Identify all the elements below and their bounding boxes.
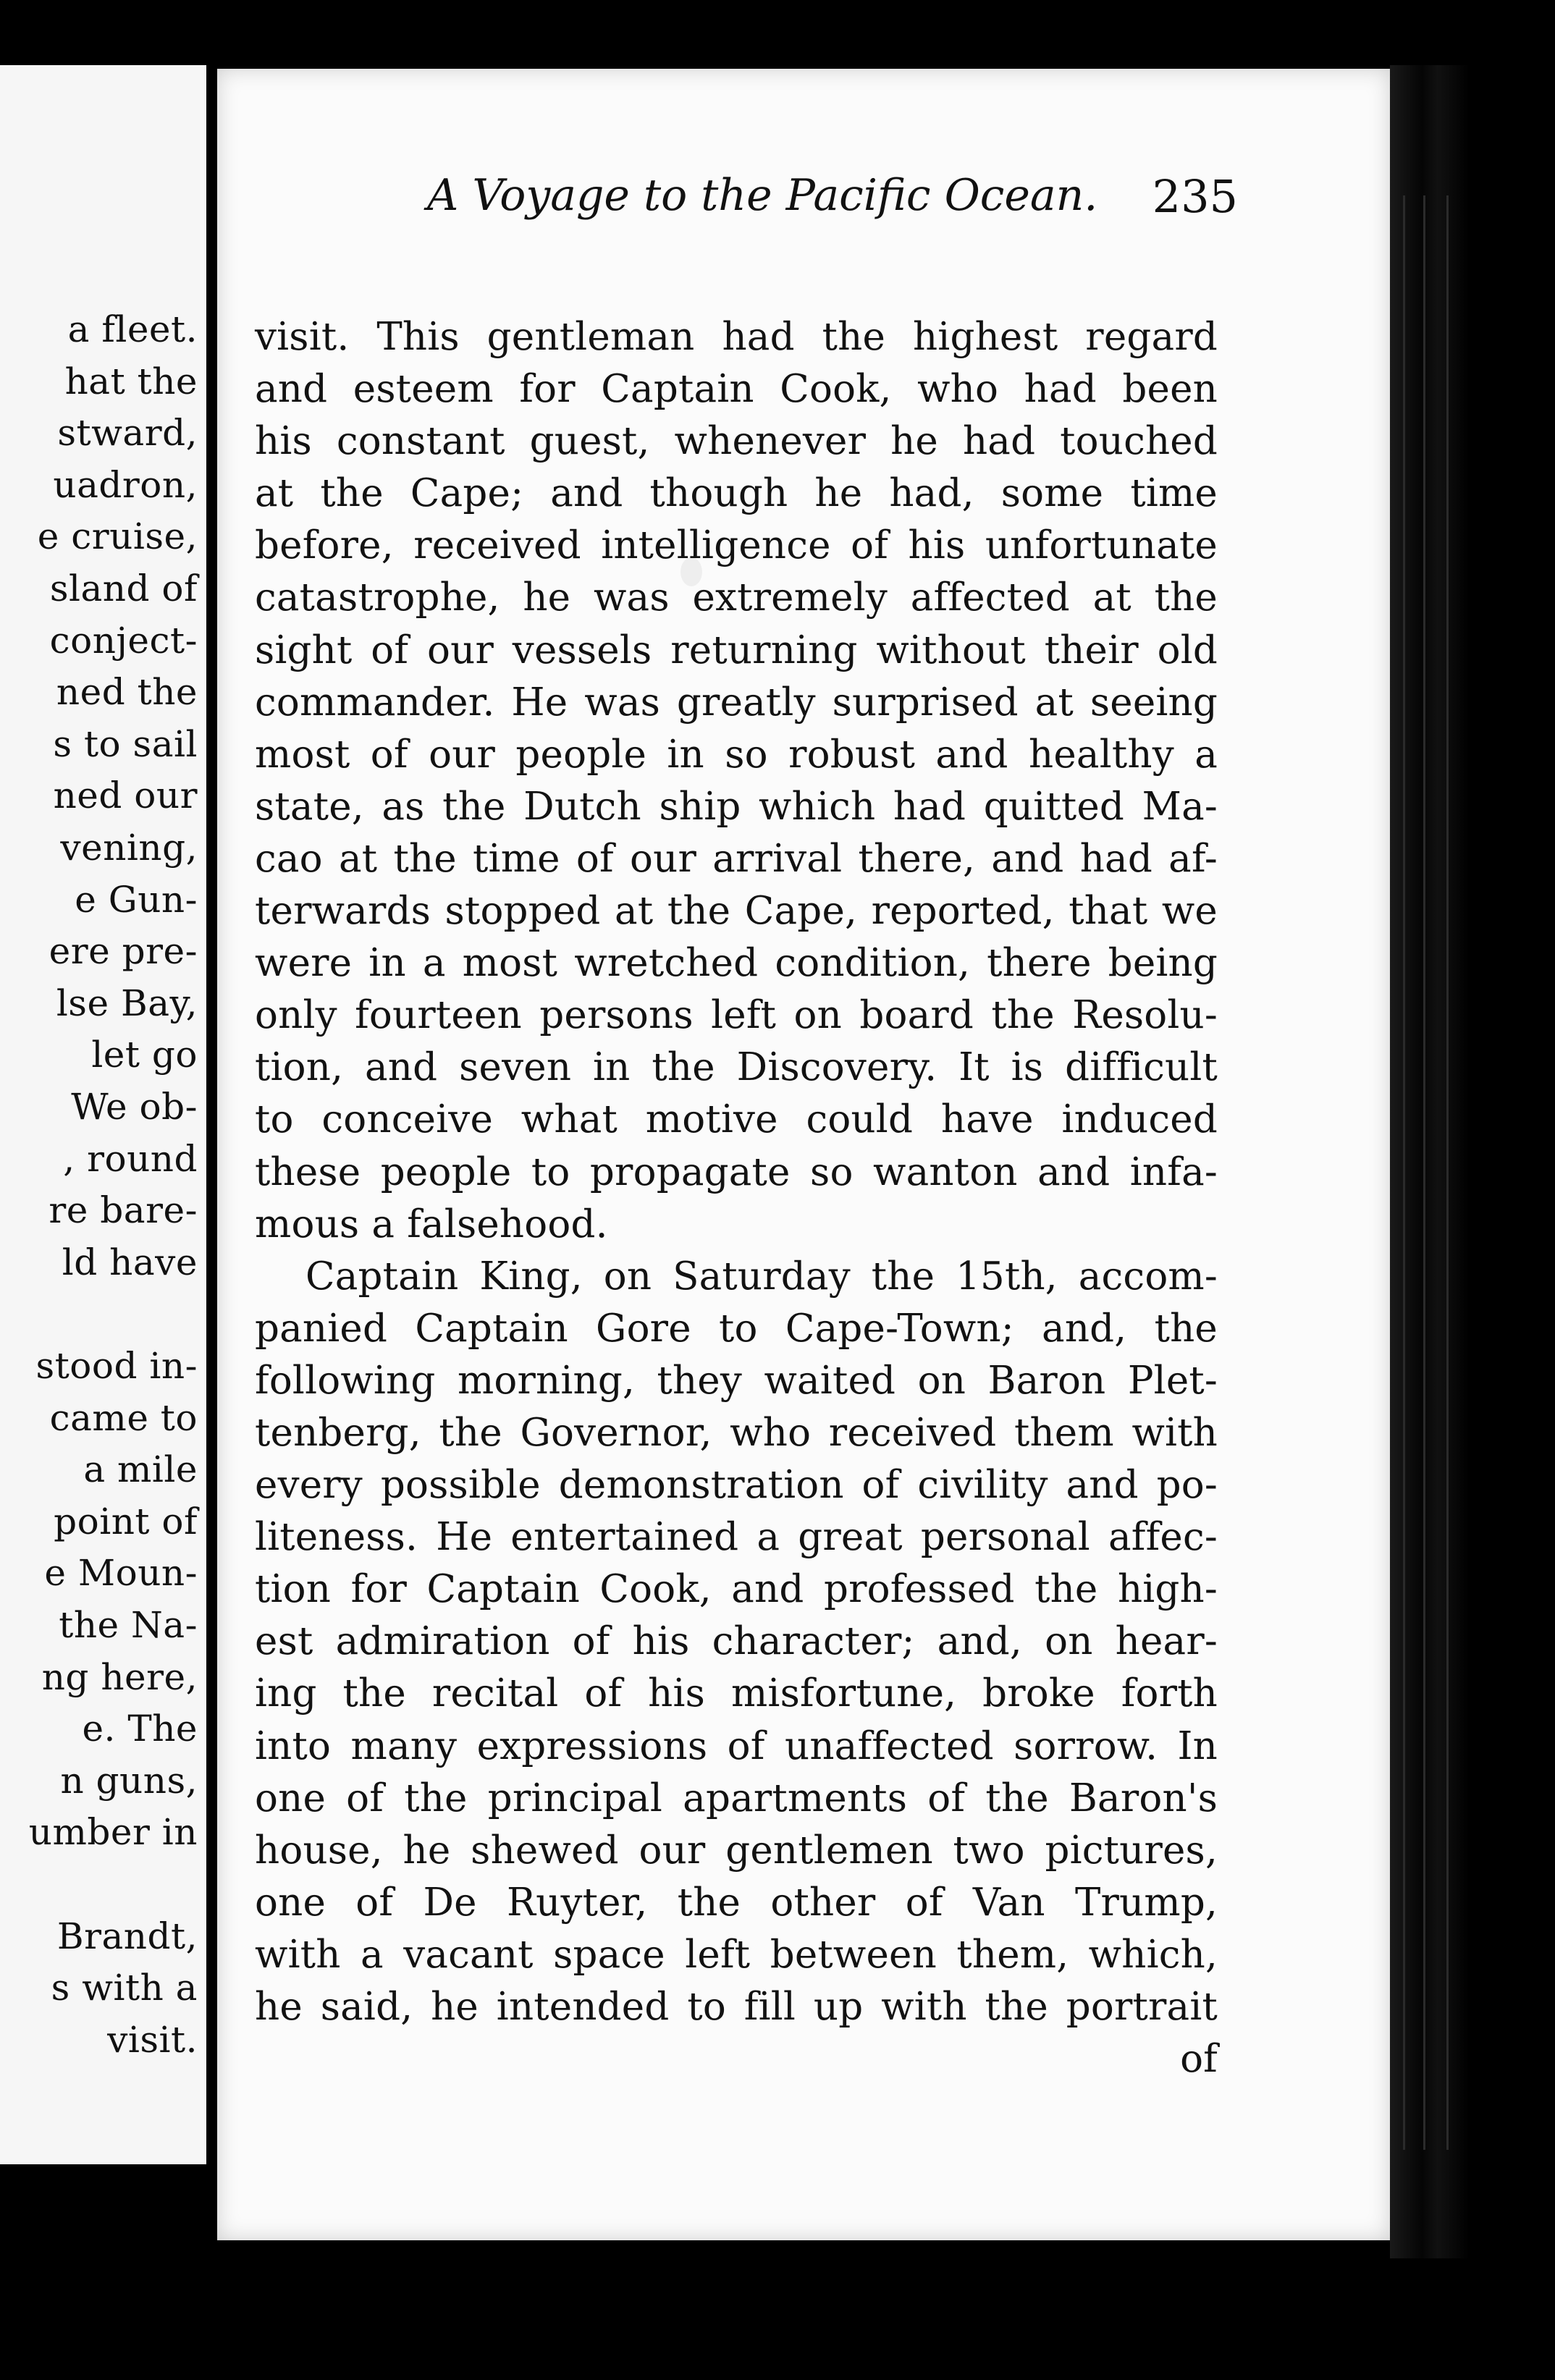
- text-line: with a vacant space left between them, which,: [255, 1932, 1218, 1977]
- left-page-line: a mile: [83, 1448, 198, 1491]
- body-text: [255, 311, 1218, 2085]
- page-number: 235: [1152, 170, 1238, 223]
- left-page-fragment: [0, 65, 206, 2164]
- left-page-line: ng here,: [41, 1655, 198, 1698]
- text-line: every possible demonstration of civility and po-: [255, 1463, 1218, 1508]
- left-page-line: n guns,: [60, 1759, 198, 1802]
- text-line: cao at the time of our arrival there, and had af-: [255, 836, 1218, 881]
- left-page-line: e cruise,: [37, 515, 198, 558]
- left-page-line: ned the: [56, 671, 198, 714]
- left-page-line: a fleet.: [67, 308, 198, 350]
- edge-line: [1423, 195, 1425, 2150]
- text-line: est admiration of his character; and, on hear-: [255, 1619, 1218, 1664]
- text-line: mous a falsehood.: [255, 1202, 608, 1246]
- left-page-line: e Moun-: [44, 1552, 198, 1595]
- left-page-line: s to sail: [53, 722, 198, 765]
- catchword: of: [1180, 2037, 1218, 2082]
- text-line: one of the principal apartments of the Baron's: [255, 1776, 1218, 1820]
- text-line: sight of our vessels returning without their old: [255, 628, 1218, 672]
- left-page-line: re bare-: [49, 1189, 198, 1232]
- text-line: commander. He was greatly surprised at seeing: [255, 680, 1218, 725]
- left-page-line: hat the: [64, 360, 198, 402]
- text-line: Captain King, on Saturday the 15th, accom-: [305, 1254, 1218, 1299]
- left-page-line: uadron,: [53, 463, 198, 506]
- text-line: he said, he intended to fill up with the portrait: [255, 1985, 1218, 2029]
- text-line: state, as the Dutch ship which had quitted Ma-: [255, 784, 1218, 829]
- left-page-line: conject-: [49, 619, 198, 662]
- text-line: only fourteen persons left on board the Resolu-: [255, 993, 1218, 1038]
- text-line: ing the recital of his misfortune, broke forth: [255, 1671, 1218, 1716]
- text-line: and esteem for Captain Cook, who had been: [255, 367, 1218, 412]
- left-page-line: umber in: [28, 1811, 198, 1854]
- text-line: at the Cape; and though he had, some time: [255, 471, 1218, 516]
- text-line: tion for Captain Cook, and professed the high-: [255, 1567, 1218, 1612]
- left-page-line: lse Bay,: [56, 982, 198, 1024]
- text-line: into many expressions of unaffected sorrow. In: [255, 1723, 1218, 1768]
- left-page-line: We ob-: [71, 1086, 198, 1128]
- left-page-line: e. The: [82, 1708, 198, 1750]
- text-line: catastrophe, he was extremely affected at the: [255, 575, 1218, 620]
- left-page-line: s with a: [51, 1967, 198, 2009]
- text-line: before, received intelligence of his unfortunate: [255, 523, 1218, 568]
- page-binding-edge: [1390, 65, 1470, 2258]
- left-page-line: came to: [49, 1396, 198, 1439]
- page-header: [427, 170, 1238, 235]
- text-line: panied Captain Gore to Cape-Town; and, the: [255, 1306, 1218, 1351]
- running-title: A Voyage to the Pacific Ocean.: [427, 170, 1098, 221]
- text-line: liteness. He entertained a great personal affec-: [255, 1515, 1218, 1560]
- left-page-line: ld have: [62, 1241, 198, 1283]
- left-page-line: stward,: [57, 412, 198, 455]
- text-line: these people to propagate so wanton and infa-: [255, 1149, 1218, 1194]
- left-page-line: sland of: [49, 567, 198, 609]
- text-line: visit. This gentleman had the highest regard: [255, 315, 1218, 359]
- edge-line: [1446, 195, 1449, 2150]
- left-page-line: visit.: [107, 2018, 198, 2061]
- left-page-line: point of: [54, 1500, 198, 1543]
- text-line: his constant guest, whenever he had touched: [255, 419, 1218, 464]
- text-line: were in a most wretched condition, there being: [255, 941, 1218, 986]
- left-page-line: Brandt,: [56, 1915, 198, 1957]
- text-line: terwards stopped at the Cape, reported, that we: [255, 889, 1218, 934]
- edge-line: [1403, 195, 1405, 2150]
- left-page-line: the Na-: [59, 1604, 198, 1646]
- left-page-line: , round: [63, 1137, 198, 1180]
- left-page-line: e Gun-: [75, 878, 198, 921]
- text-line: following morning, they waited on Baron Plet-: [255, 1358, 1218, 1403]
- text-line: house, he shewed our gentlemen two pictures,: [255, 1828, 1218, 1873]
- left-page-line: let go: [91, 1034, 198, 1076]
- left-page-line: vening,: [60, 827, 198, 869]
- text-line: tenberg, the Governor, who received them with: [255, 1410, 1218, 1455]
- text-line: most of our people in so robust and healthy a: [255, 732, 1218, 777]
- left-page-line: ere pre-: [49, 930, 198, 973]
- left-page-line: ned our: [53, 775, 198, 817]
- left-page-line: stood in-: [35, 1345, 198, 1387]
- text-line: one of De Ruyter, the other of Van Trump,: [255, 1880, 1218, 1925]
- text-line: to conceive what motive could have induced: [255, 1097, 1218, 1142]
- text-line: tion, and seven in the Discovery. It is difficult: [255, 1045, 1218, 1090]
